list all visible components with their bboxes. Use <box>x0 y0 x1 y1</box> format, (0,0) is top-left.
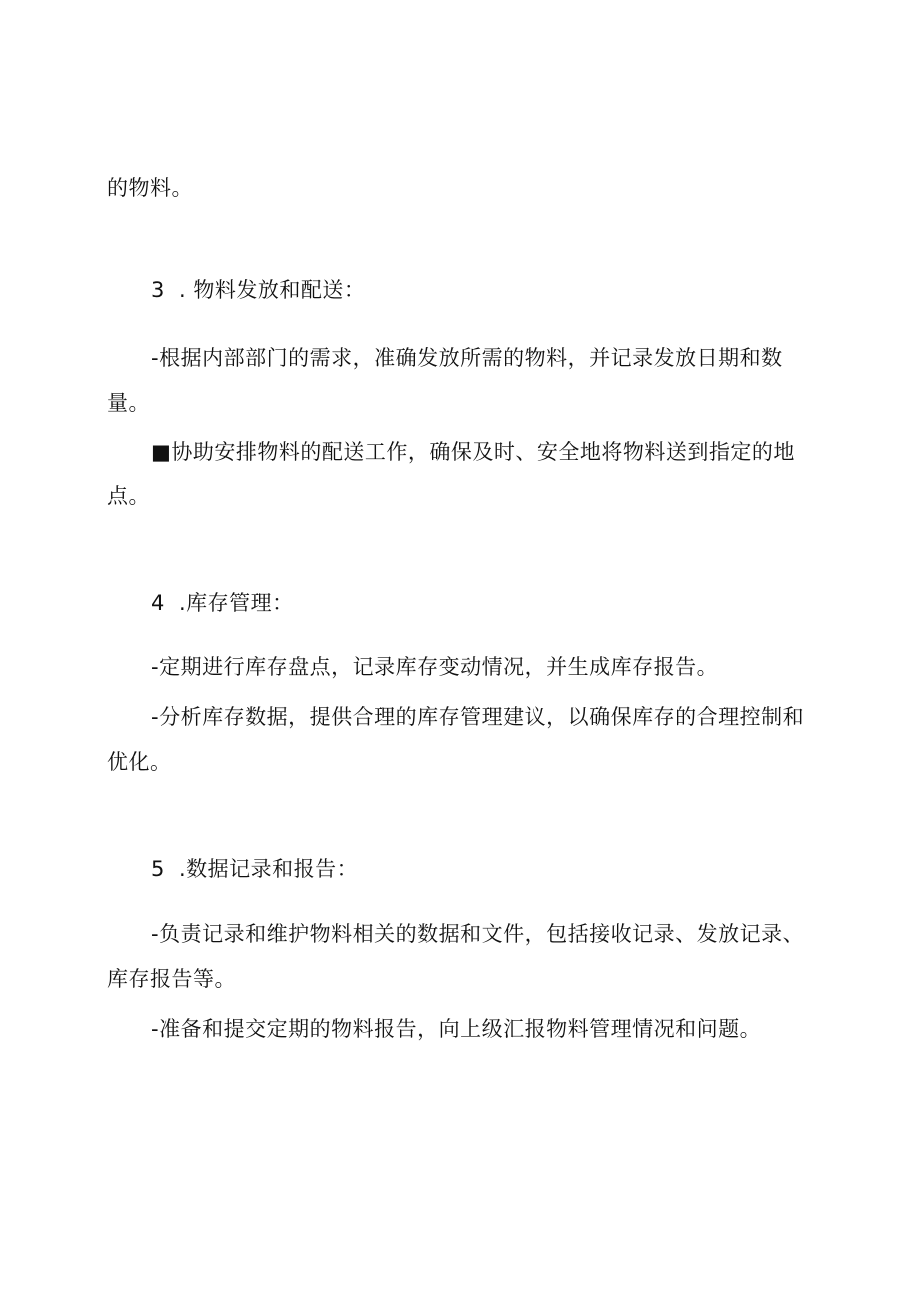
list-item-line: -根据内部部门的需求，准确发放所需的物料，并记录发放日期和数 <box>151 346 783 370</box>
section-heading-3 <box>151 276 365 304</box>
list-item-line: -准备和提交定期的物料报告，向上级汇报物料管理情况和问题。 <box>151 1017 762 1041</box>
list-item-line: -定期进行库存盘点，记录库存变动情况，并生成库存报告。 <box>151 655 719 679</box>
list-item-line-wrap: 库存报告等。 <box>107 967 236 991</box>
list-item-line: -负责记录和维护物料相关的数据和文件，包括接收记录、发放记录、 <box>151 922 805 946</box>
section-title: . 物料发放和配送： <box>179 278 366 302</box>
list-item-line: ■协助安排物料的配送工作，确保及时、安全地将物料送到指定的地 <box>151 440 795 464</box>
list-item-line-wrap: 量。 <box>107 391 150 415</box>
section-number: 3 <box>151 278 165 302</box>
section-heading-5 <box>151 855 358 883</box>
list-item-line: -分析库存数据，提供合理的库存管理建议，以确保库存的合理控制和 <box>151 705 805 729</box>
list-item-line-wrap: 点。 <box>107 484 150 508</box>
section-title: .库存管理： <box>179 591 294 615</box>
list-item-line-wrap: 优化。 <box>107 750 172 774</box>
section-number: 5 <box>151 857 165 881</box>
section-number: 4 <box>151 591 165 615</box>
section-heading-4 <box>151 589 294 617</box>
continuation-text: 的物料。 <box>107 176 193 200</box>
section-title: .数据记录和报告： <box>179 857 359 881</box>
